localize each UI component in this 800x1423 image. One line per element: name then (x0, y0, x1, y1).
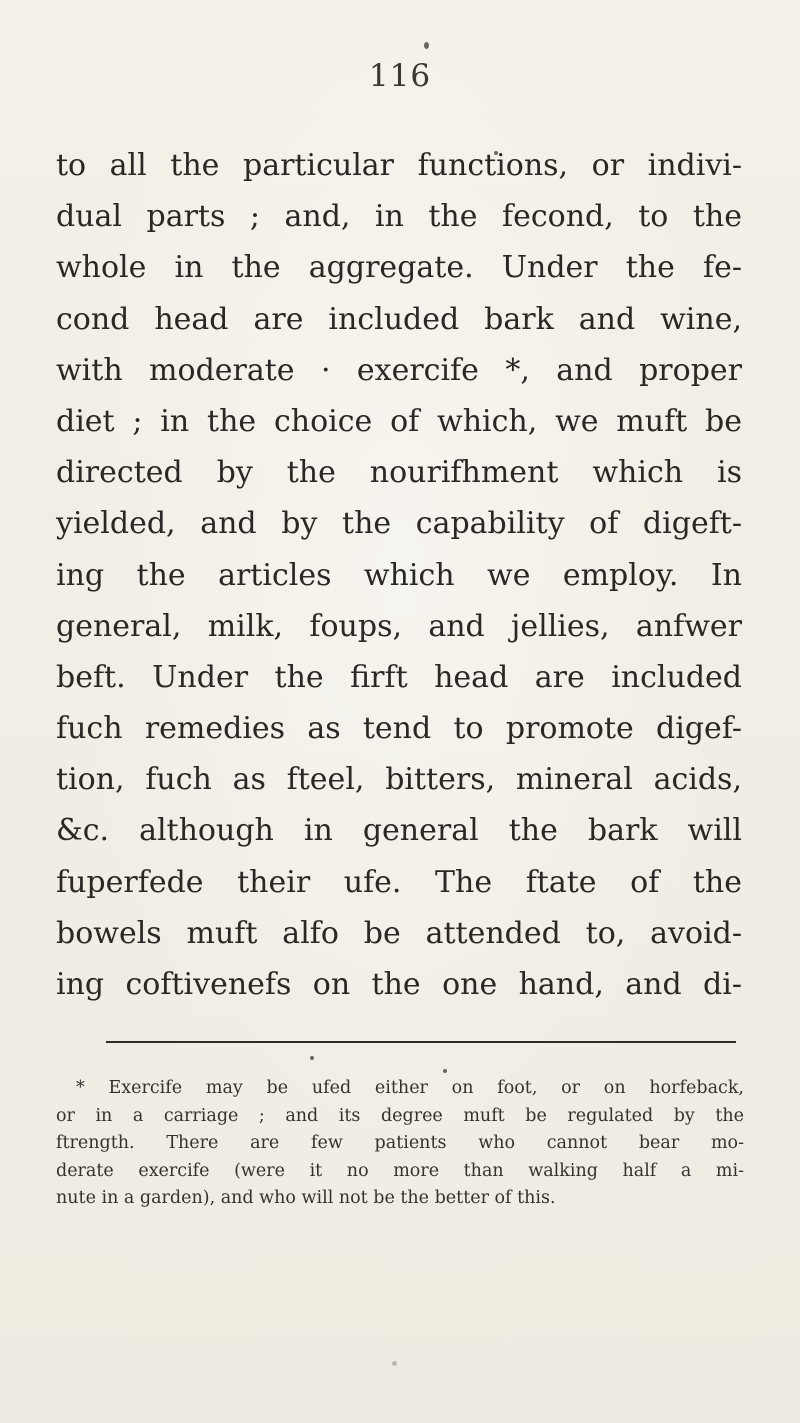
text-line: tion, fuch as fteel, bitters, mineral acids, (56, 762, 742, 798)
text-line: with moderate · exercife *, and proper (56, 352, 742, 388)
text-line: cond head are included bark and wine, (56, 301, 742, 337)
page-number: 116 (368, 58, 432, 94)
paper-speck (424, 42, 429, 49)
body-text (56, 140, 742, 1010)
text-line: directed by the nourifhment which is (56, 455, 742, 491)
text-line: diet ; in the choice of which, we muft be (56, 403, 742, 439)
text-line: ing the articles which we employ. In (56, 557, 742, 593)
text-line: dual parts ; and, in the fecond, to the (56, 199, 742, 235)
text-line: &c. although in general the bark will (56, 813, 742, 849)
footnote-line: * Exercife may be ufed either on foot, or on horfeback, (76, 1078, 744, 1098)
footnote-line: derate exercife (were it no more than walking half a mi- (56, 1160, 744, 1181)
text-line: bowels muft alfo be attended to, avoid- (56, 915, 742, 951)
text-line: to all the particular functions, or indivi- (56, 148, 742, 183)
paper-speck (392, 1361, 397, 1366)
text-line: fuch remedies as tend to promote digef- (56, 711, 742, 747)
text-line: fuperfede their ufe. The ftate of the (56, 864, 742, 900)
text-line: yielded, and by the capability of digeft- (56, 506, 742, 542)
footnote-divider (106, 1041, 736, 1043)
text-line: ing coftivenefs on the one hand, and di- (56, 967, 742, 1002)
text-line: whole in the aggregate. Under the fe- (56, 250, 742, 286)
paper-speck (443, 1069, 447, 1073)
footnote-line: ftrength. There are few patients who cannot bear mo- (56, 1133, 744, 1153)
text-line: general, milk, foups, and jellies, anfwer (56, 608, 742, 644)
footnote (56, 1075, 744, 1213)
text-line: beft. Under the firft head are included (56, 659, 742, 695)
footnote-line: or in a carriage ; and its degree muft be regulated by the (56, 1105, 744, 1126)
paper-speck (310, 1056, 314, 1060)
footnote-line: nute in a garden), and who will not be the better of this. (56, 1188, 556, 1208)
